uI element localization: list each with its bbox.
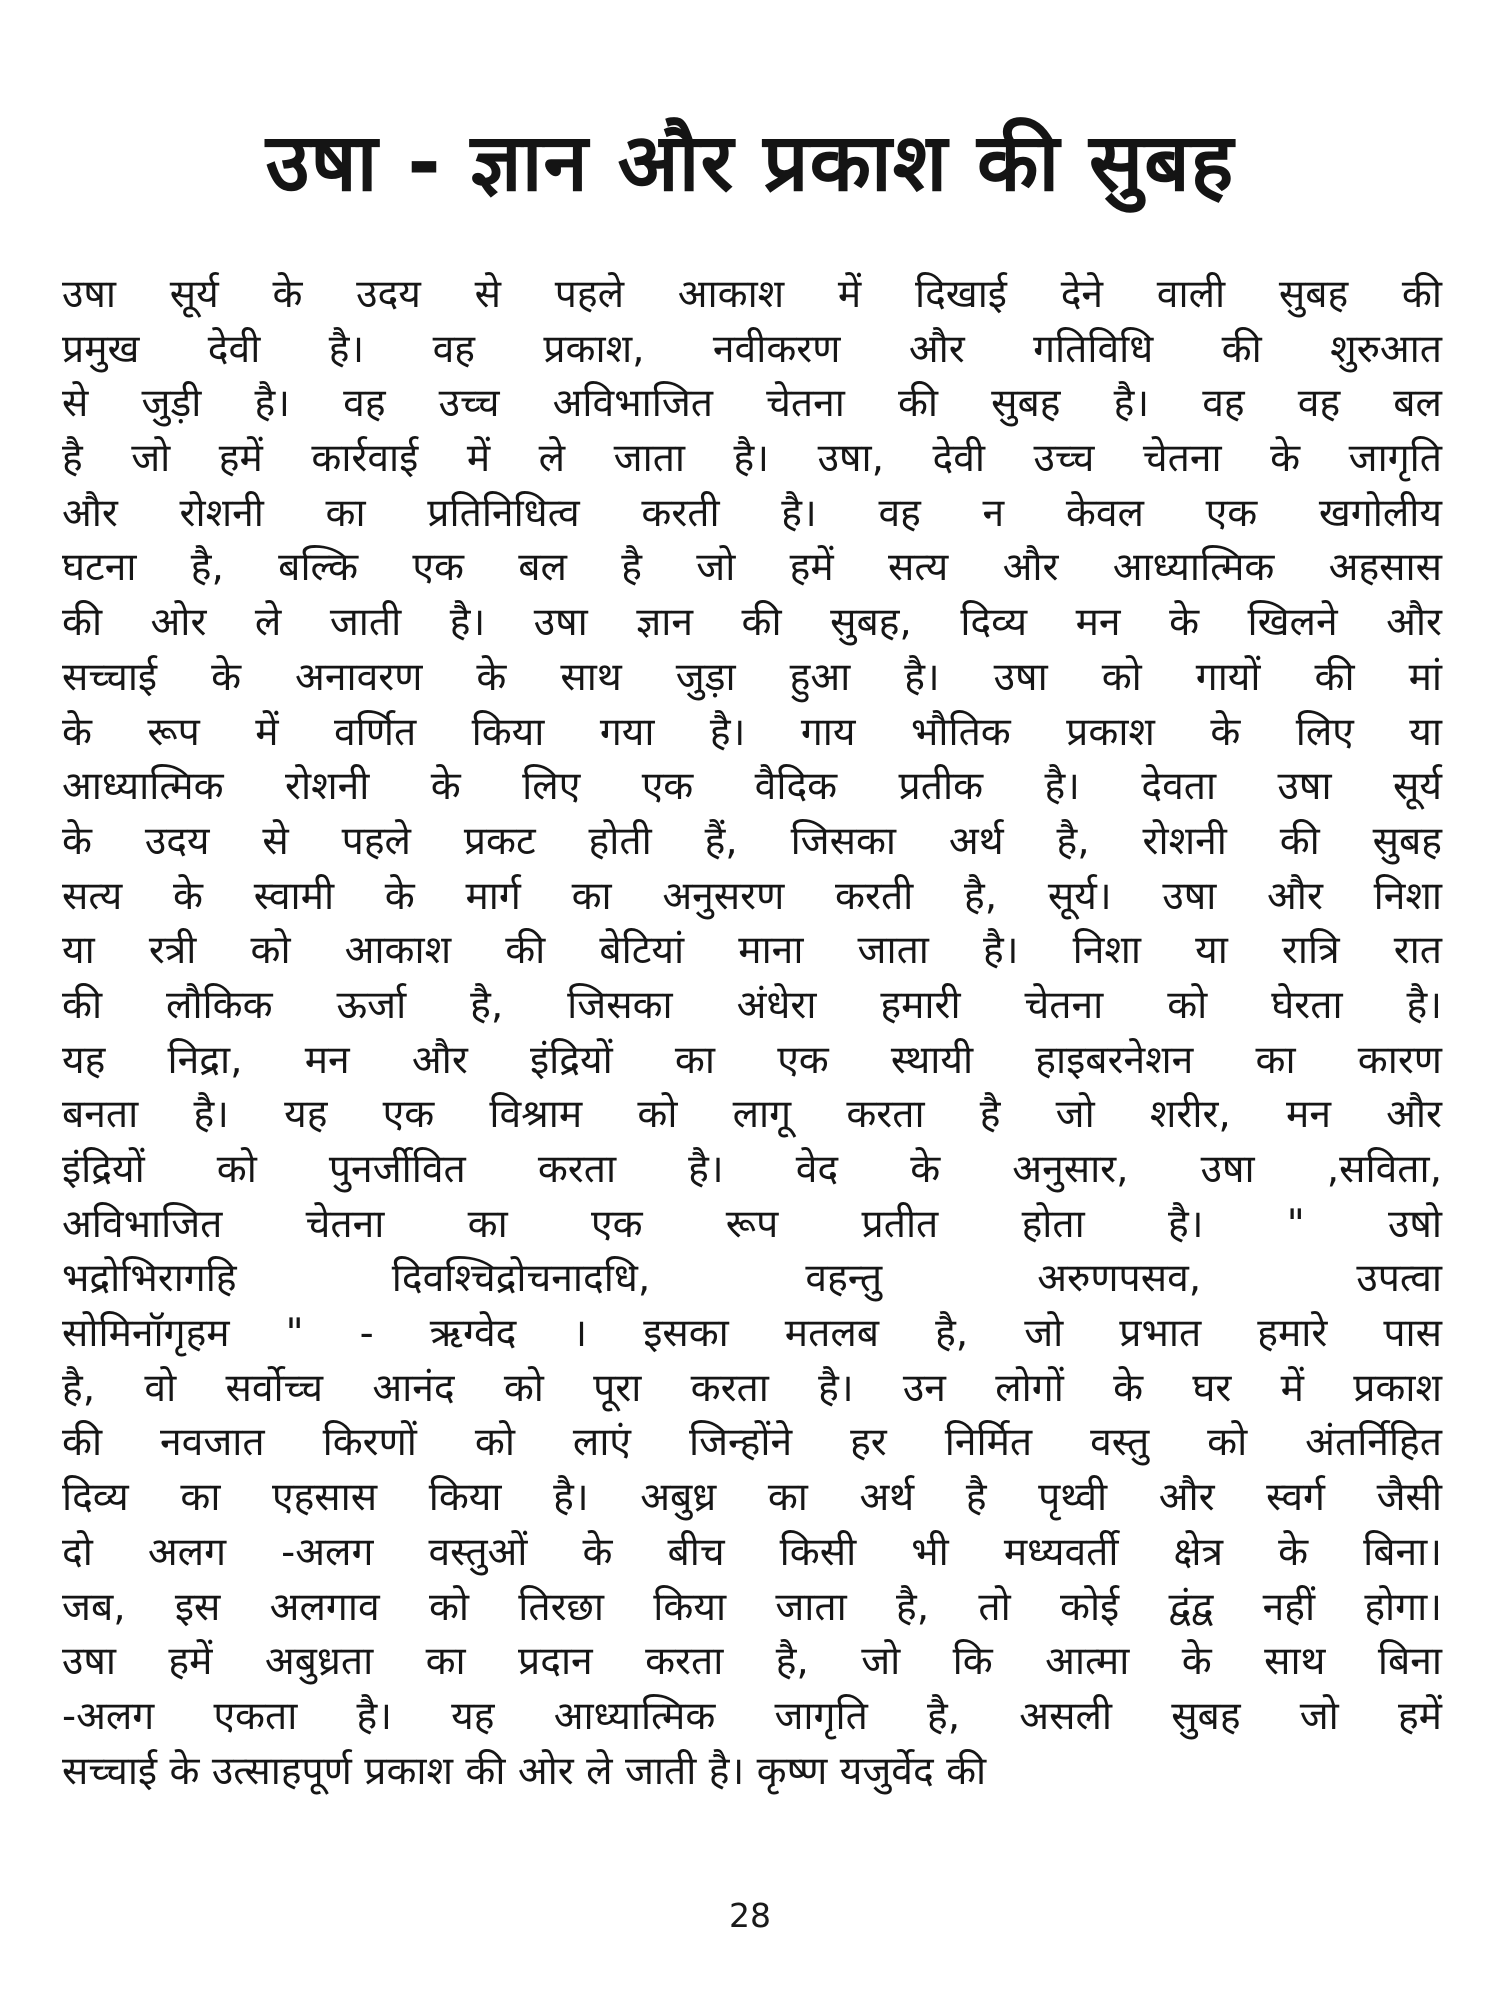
text-line: उषा हमें अबुध्रता का प्रदान करता है, जो कि आत्मा के साथ बिना	[62, 1639, 1442, 1685]
text-line: है, वो सर्वोच्च आनंद को पूरा करता है। उन लोगों के घर में प्रकाश	[62, 1365, 1442, 1411]
text-line: सत्य के स्वामी के मार्ग का अनुसरण करती है, सूर्य। उषा और निशा	[62, 873, 1442, 919]
text-line: प्रमुख देवी है। वह प्रकाश, नवीकरण और गतिविधि की शुरुआत	[62, 326, 1442, 372]
text-line: सोमिनॉगृहम " - ऋग्वेद । इसका मतलब है, जो प्रभात हमारे पास	[62, 1311, 1442, 1357]
text-line: या रत्री को आकाश की बेटियां माना जाता है। निशा या रात्रि रात	[62, 928, 1442, 974]
text-line: सच्चाई के उत्साहपूर्ण प्रकाश की ओर ले जाती है। कृष्ण यजुर्वेद की	[62, 1748, 987, 1794]
text-line: दिव्य का एहसास किया है। अबुध्र का अर्थ है पृथ्वी और स्वर्ग जैसी	[62, 1475, 1442, 1521]
text-line: घटना है, बल्कि एक बल है जो हमें सत्य और आध्यात्मिक अहसास	[62, 545, 1442, 591]
text-line: अविभाजित चेतना का एक रूप प्रतीत होता है। " उषो	[62, 1201, 1442, 1247]
text-line: आध्यात्मिक रोशनी के लिए एक वैदिक प्रतीक है। देवता उषा सूर्य	[62, 764, 1442, 810]
text-line: उषा सूर्य के उदय से पहले आकाश में दिखाई देने वाली सुबह की	[62, 272, 1442, 317]
text-line: से जुड़ी है। वह उच्च अविभाजित चेतना की सुबह है। वह वह बल	[62, 381, 1442, 427]
text-line: के उदय से पहले प्रकट होती हैं, जिसका अर्थ है, रोशनी की सुबह	[62, 818, 1442, 864]
page-number: 28	[729, 1896, 771, 1935]
text-line: की ओर ले जाती है। उषा ज्ञान की सुबह, दिव्य मन के खिलने और	[62, 600, 1442, 646]
text-line: के रूप में वर्णित किया गया है। गाय भौतिक प्रकाश के लिए या	[62, 709, 1442, 755]
text-line: सच्चाई के अनावरण के साथ जुड़ा हुआ है। उषा को गायों की मां	[62, 654, 1442, 700]
body-paragraph	[62, 268, 1442, 1799]
text-line: की नवजात किरणों को लाएं जिन्होंने हर निर्मित वस्तु को अंतर्निहित	[62, 1420, 1442, 1466]
text-line: यह निद्रा, मन और इंद्रियों का एक स्थायी हाइबरनेशन का कारण	[62, 1037, 1442, 1083]
text-line: बनता है। यह एक विश्राम को लागू करता है जो शरीर, मन और	[62, 1092, 1442, 1138]
text-line: और रोशनी का प्रतिनिधित्व करती है। वह न केवल एक खगोलीय	[62, 490, 1442, 536]
page-title: उषा - ज्ञान और प्रकाश की सुबह	[265, 116, 1235, 209]
text-line: की लौकिक ऊर्जा है, जिसका अंधेरा हमारी चेतना को घेरता है।	[62, 982, 1442, 1028]
text-line: -अलग एकता है। यह आध्यात्मिक जागृति है, असली सुबह जो हमें	[62, 1693, 1442, 1739]
text-line: इंद्रियों को पुनर्जीवित करता है। वेद के अनुसार, उषा ,सविता,	[62, 1147, 1442, 1192]
text-line: जब, इस अलगाव को तिरछा किया जाता है, तो कोई द्वंद्व नहीं होगा।	[62, 1584, 1442, 1630]
text-line: भद्रोभिरागहि दिवश्चिद्रोचनादधि, वहन्तु अरुणपसव, उपत्वा	[62, 1256, 1442, 1302]
text-line: दो अलग -अलग वस्तुओं के बीच किसी भी मध्यवर्ती क्षेत्र के बिना।	[62, 1529, 1442, 1575]
text-line: है जो हमें कार्रवाई में ले जाता है। उषा, देवी उच्च चेतना के जागृति	[62, 436, 1442, 482]
